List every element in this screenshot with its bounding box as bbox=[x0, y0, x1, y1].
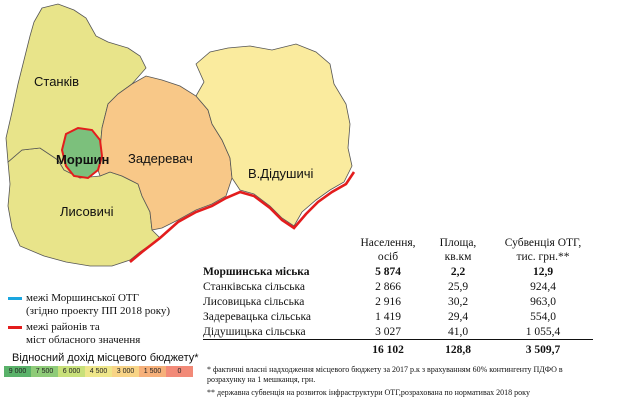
table-row: Задеревацька сільська 1 419 29,4 554,0 bbox=[203, 310, 556, 323]
header-area: Площа, кв.км bbox=[439, 237, 477, 263]
scale-step: 3 000 bbox=[112, 366, 139, 377]
label-morshyn: Моршин bbox=[56, 152, 110, 167]
label-zaderevach: Задеревач bbox=[128, 151, 193, 166]
table-total-row: 16 102 128,8 3 509,7 bbox=[203, 340, 593, 358]
table-row: Станківська сільська 2 866 25,9 924,4 bbox=[203, 280, 556, 293]
header-population: Населення, осіб bbox=[360, 237, 416, 263]
scale-step: 0 bbox=[166, 366, 193, 377]
label-stankiv: Станків bbox=[34, 74, 80, 89]
scale-step: 1 500 bbox=[139, 366, 166, 377]
table-row: Лисовицька сільська 2 916 30,2 963,0 bbox=[203, 295, 556, 308]
income-scale-title: Відносний дохід місцевого бюджету* bbox=[12, 352, 199, 364]
footnote-income: * фактичні власні надходження місцевого бюджету за 2017 р.к з врахуванням 60% контингенту ПДФО в розрахунку на 1 мешканця, грн. bbox=[207, 365, 563, 384]
legend-otg-text-2: (згідно проекту ПП 2018 року) bbox=[26, 305, 171, 317]
scale-step: 4 500 bbox=[85, 366, 112, 377]
legend-otg-text-1: межі Моршинської ОТГ bbox=[26, 292, 140, 304]
table-header bbox=[203, 236, 593, 264]
otg-table bbox=[203, 236, 593, 357]
table-row: Моршинська міська 5 874 2,2 12,9 bbox=[203, 265, 554, 278]
otg-boundary-swatch bbox=[8, 297, 22, 300]
footnote-subvention: ** державна субвенція на розвиток інфраструктури ОТГ,розрахована по нормативах 2018 року bbox=[207, 388, 530, 397]
scale-step: 6 000 bbox=[58, 366, 85, 377]
scale-step: 9 000 bbox=[4, 366, 31, 377]
table-row: Дідушицька сільська 3 027 41,0 1 055,4 bbox=[203, 325, 561, 338]
label-lysovychi: Лисовичі bbox=[60, 204, 114, 219]
scale-step: 7 500 bbox=[31, 366, 58, 377]
legend-district-text-2: міст обласного значення bbox=[26, 334, 141, 346]
district-boundary-swatch bbox=[8, 326, 22, 329]
legend-district-text-1: межі районів та bbox=[26, 321, 100, 333]
label-v-didushychi: В.Дідушичі bbox=[248, 166, 314, 181]
income-scale bbox=[4, 366, 193, 377]
header-subvention: Субвенція ОТГ, тис. грн.** bbox=[504, 237, 582, 263]
